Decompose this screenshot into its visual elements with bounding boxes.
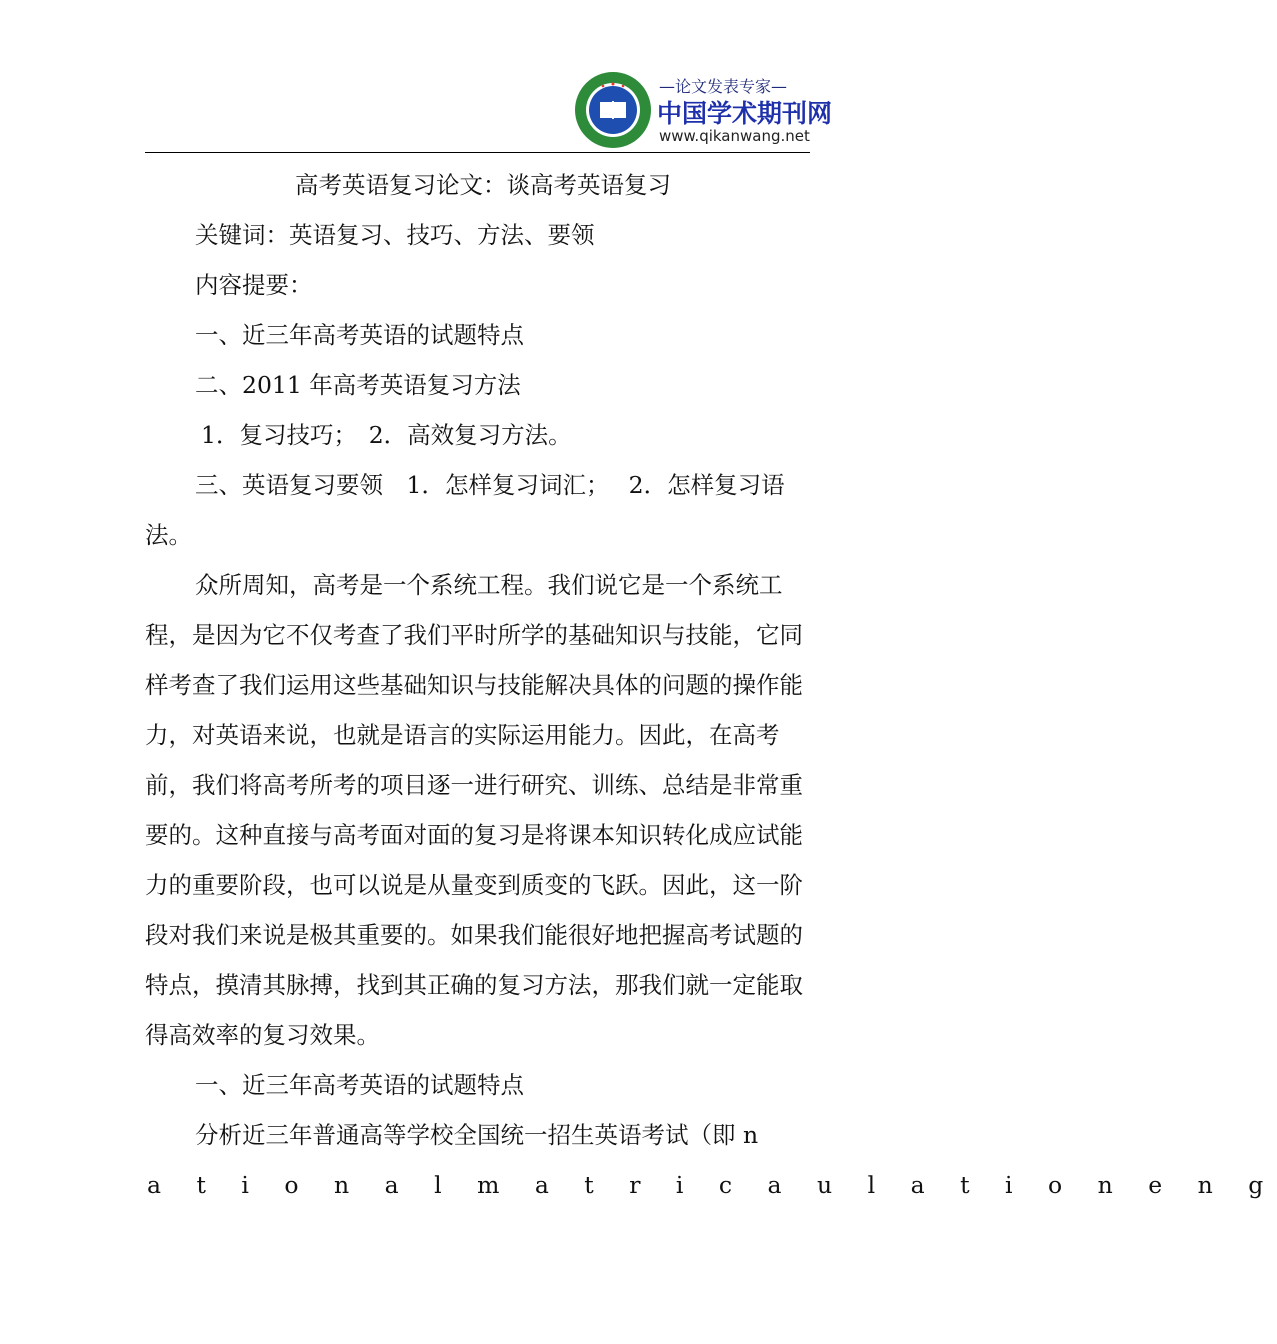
section-1-heading: 一、近三年高考英语的试题特点	[195, 1071, 524, 1099]
section-1-text-line-1: 分析近三年普通高等学校全国统一招生英语考试（即 n	[195, 1121, 759, 1149]
seal-icon	[573, 70, 653, 150]
document-title: 高考英语复习论文：谈高考英语复习	[295, 171, 671, 199]
outline-item-3: 三、英语复习要领 1．怎样复习词汇； 2．怎样复习语法。	[145, 471, 785, 549]
document-body	[145, 160, 1277, 1210]
logo-tagline: —论文发表专家—	[659, 77, 788, 96]
intro-paragraph: 众所周知，高考是一个系统工程。我们说它是一个系统工程，是因为它不仅考查了我们平时所学的基础知识与技能，它同样考查了我们运用这些基础知识与技能解决具体的问题的操作能力，对英语来说，也就是语言的实际运用能力。因此，在高考前，我们将高考所考的项目逐一进行研究、训练、总结是非常重要的。这种直接与高考面对面的复习是将课本知识转化成应试能力的重要阶段，也可以说是从量变到质变的飞跃。因此，这一阶段对我们来说是极其重要的。如果我们能很好地把握高考试题的特点，摸清其脉搏，找到其正确的复习方法，那我们就一定能取得高效率的复习效果。	[145, 571, 803, 1049]
section-1-text-line-2: a t i o n a l m a t r i c a u l a t i o n e n g	[147, 1171, 1277, 1199]
outline-item-2-sub: 1．复习技巧； 2．高效复习方法。	[201, 421, 572, 449]
outline-item-1: 一、近三年高考英语的试题特点	[195, 321, 524, 349]
outline-item-2: 二、2011 年高考英语复习方法	[195, 371, 521, 399]
keywords-line: 关键词：英语复习、技巧、方法、要领	[195, 221, 595, 249]
logo-site-url: www.qikanwang.net	[659, 127, 810, 145]
site-logo	[573, 70, 833, 150]
header-divider	[145, 152, 810, 153]
logo-site-name: 中国学术期刊网	[657, 99, 833, 128]
summary-label: 内容提要：	[195, 271, 313, 299]
